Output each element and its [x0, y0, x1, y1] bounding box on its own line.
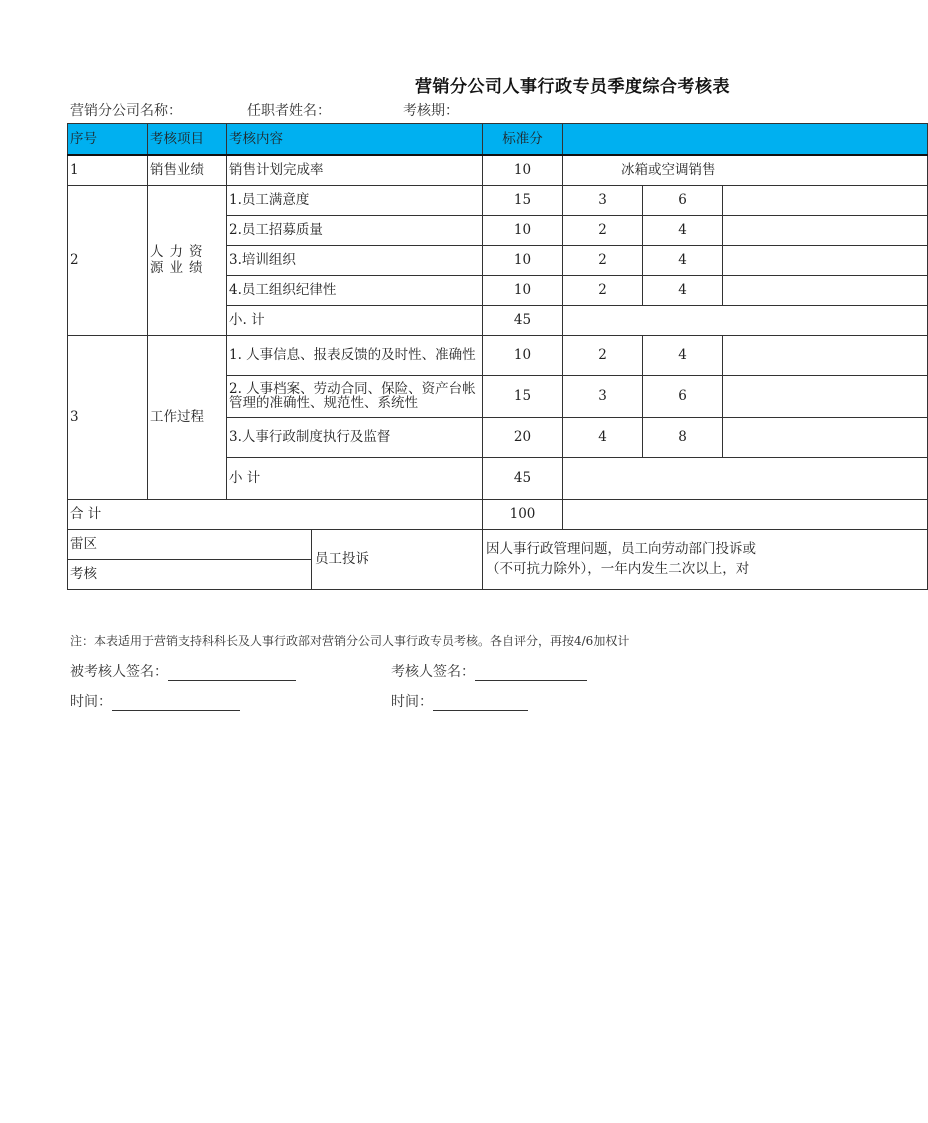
row-score-a: 3	[563, 375, 643, 417]
table-row	[68, 499, 928, 529]
row-score-b: 4	[643, 215, 723, 245]
complaint-label: 员工投诉	[312, 529, 483, 589]
row-score-c	[723, 185, 928, 215]
row-std: 10	[483, 215, 563, 245]
row-score-c	[723, 375, 928, 417]
row-score-a: 2	[563, 245, 643, 275]
header-std: 标准分	[483, 124, 563, 156]
row-score-a: 3	[563, 185, 643, 215]
examinee-time-line[interactable]	[112, 696, 240, 711]
subtotal-value: 45	[483, 457, 563, 499]
row-content: 2. 人事档案、劳动合同、保险、资产台帐管理的准确性、规范性、系统性	[227, 375, 483, 417]
complaint-text	[483, 529, 928, 589]
row-score-a: 2	[563, 215, 643, 245]
table-header-row	[68, 124, 928, 156]
row-score-b: 4	[643, 335, 723, 375]
header-content: 考核内容	[227, 124, 483, 156]
row-score-b: 8	[643, 417, 723, 457]
examinee-signature-label: 被考核人签名：	[70, 664, 168, 680]
row-content: 3.培训组织	[227, 245, 483, 275]
total-value: 100	[483, 499, 563, 529]
thunder-zone-label: 雷区	[68, 529, 312, 559]
row-std: 10	[483, 335, 563, 375]
subtotal-label: 小. 计	[227, 305, 483, 335]
row-content: 4.员工组织纪律性	[227, 275, 483, 305]
table-row	[68, 155, 928, 185]
row-score-b: 4	[643, 245, 723, 275]
row-std: 20	[483, 417, 563, 457]
assess-label: 考核	[68, 559, 312, 589]
examiner-signature	[391, 661, 587, 681]
row-score-b: 6	[643, 375, 723, 417]
examiner-signature-label: 考核人签名：	[391, 664, 475, 680]
row-std: 10	[483, 245, 563, 275]
row-content: 3.人事行政制度执行及监督	[227, 417, 483, 457]
subtotal-value: 45	[483, 305, 563, 335]
row-score-b: 4	[643, 275, 723, 305]
header-seq: 序号	[68, 124, 148, 156]
row-item: 工作过程	[148, 335, 227, 499]
row-content: 销售计划完成率	[227, 155, 483, 185]
subtotal-label: 小 计	[227, 457, 483, 499]
row-seq: 2	[68, 185, 148, 335]
row-item: 人力资源业绩	[148, 185, 227, 335]
assessment-table-viewport	[67, 123, 756, 594]
row-item: 销售业绩	[148, 155, 227, 185]
row-seq: 3	[68, 335, 148, 499]
row-score-c	[723, 245, 928, 275]
row-rule: 冰箱或空调销售	[563, 155, 928, 185]
row-content: 1. 人事信息、报表反馈的及时性、准确性	[227, 335, 483, 375]
complaint-text-line: 因人事行政管理问题，员工向劳动部门投诉或	[486, 541, 756, 557]
page-title: 营销分公司人事行政专员季度综合考核表	[415, 77, 730, 97]
row-std: 10	[483, 275, 563, 305]
branch-name-label: 营销分公司名称：	[70, 103, 182, 119]
row-seq: 1	[68, 155, 148, 185]
employee-name-label: 任职者姓名：	[247, 103, 331, 119]
examiner-time-label: 时间：	[391, 694, 433, 710]
examiner-time	[391, 691, 528, 711]
examinee-signature-line[interactable]	[168, 666, 296, 681]
footnote: 注：本表适用于营销支持科科长及人事行政部对营销分公司人事行政专员考核。各自评分，再按4/6加权计	[70, 634, 630, 648]
row-score-a: 2	[563, 275, 643, 305]
row-score-a: 2	[563, 335, 643, 375]
row-score-b: 6	[643, 185, 723, 215]
examinee-time-label: 时间：	[70, 694, 112, 710]
row-content: 2.员工招募质量	[227, 215, 483, 245]
assessment-table	[67, 123, 928, 590]
examiner-signature-line[interactable]	[475, 666, 587, 681]
row-std: 15	[483, 185, 563, 215]
row-score-a: 4	[563, 417, 643, 457]
table-row	[68, 185, 928, 215]
total-label: 合 计	[68, 499, 483, 529]
row-std: 10	[483, 155, 563, 185]
examiner-time-line[interactable]	[433, 696, 528, 711]
examinee-time	[70, 691, 240, 711]
row-score-c	[723, 275, 928, 305]
row-score-c	[723, 417, 928, 457]
period-label: 考核期：	[403, 103, 459, 119]
table-row	[68, 335, 928, 375]
complaint-text-line: （不可抗力除外），一年内发生二次以上，对	[486, 561, 750, 577]
row-content: 1.员工满意度	[227, 185, 483, 215]
row-score-c	[723, 335, 928, 375]
header-item: 考核项目	[148, 124, 227, 156]
table-row	[68, 529, 928, 559]
row-std: 15	[483, 375, 563, 417]
header-rule	[563, 124, 928, 156]
examinee-signature	[70, 661, 296, 681]
row-score-c	[723, 215, 928, 245]
